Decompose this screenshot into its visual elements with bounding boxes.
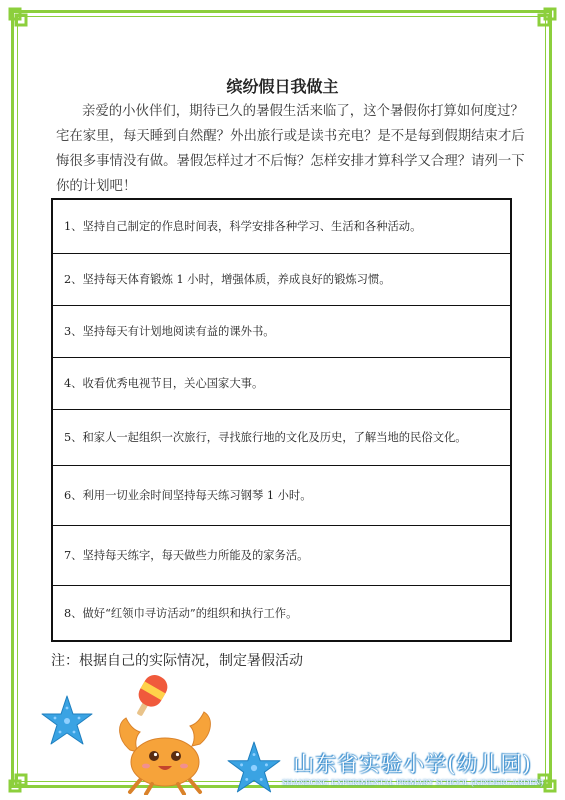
table-row — [52, 357, 511, 409]
corner-ornament-icon — [531, 7, 557, 33]
table-row — [52, 525, 511, 585]
page-title: 缤纷假日我做主 — [226, 77, 339, 96]
table-row — [52, 199, 511, 253]
plan-item: 1、坚持自己制定的作息时间表，科学安排各种学习、生活和各种活动。 — [52, 199, 511, 253]
plan-item: 6、利用一切业余时间坚持每天练习钢琴 1 小时。 — [52, 465, 511, 525]
table-row — [52, 409, 511, 465]
table-row — [52, 585, 511, 641]
plan-item: 8、做好“红领巾寻访活动”的组织和执行工作。 — [52, 585, 511, 641]
starfish-icon — [40, 694, 94, 748]
corner-ornament-icon — [8, 767, 34, 793]
plan-item: 7、坚持每天练字，每天做些力所能及的家务活。 — [52, 525, 511, 585]
table-row — [52, 305, 511, 357]
plan-item: 2、坚持每天体育锻炼 1 小时，增强体质，养成良好的锻炼习惯。 — [52, 253, 511, 305]
intro-paragraph: 亲爱的小伙伴们，期待已久的暑假生活来临了，这个暑假你打算如何度过？宅在家里，每天睡到自然醒？外出旅行或是读书充电？是不是每到假期结束才后悔很多事情没有做。暑假怎样过才不后悔？怎样安排才算科学又合理？请列一下你的计划吧！ — [56, 104, 525, 194]
crab-icon — [110, 700, 220, 795]
plan-item: 4、收看优秀电视节目，关心国家大事。 — [52, 357, 511, 409]
school-logo — [270, 748, 555, 787]
table-row — [52, 465, 511, 525]
plan-table — [51, 198, 512, 642]
school-name-en: SHANDONG EXPERIMENTAL PRIMARY SCHOOL (KINDERGARDEN) — [281, 778, 544, 787]
corner-ornament-icon — [8, 7, 34, 33]
table-row — [52, 253, 511, 305]
school-name-cn: 山东省实验小学(幼儿园) — [293, 752, 532, 776]
plan-item: 5、和家人一起组织一次旅行，寻找旅行地的文化及历史，了解当地的民俗文化。 — [52, 409, 511, 465]
note-text: 注：根据自己的实际情况，制定暑假活动 — [51, 653, 303, 669]
plan-item: 3、坚持每天有计划地阅读有益的课外书。 — [52, 305, 511, 357]
